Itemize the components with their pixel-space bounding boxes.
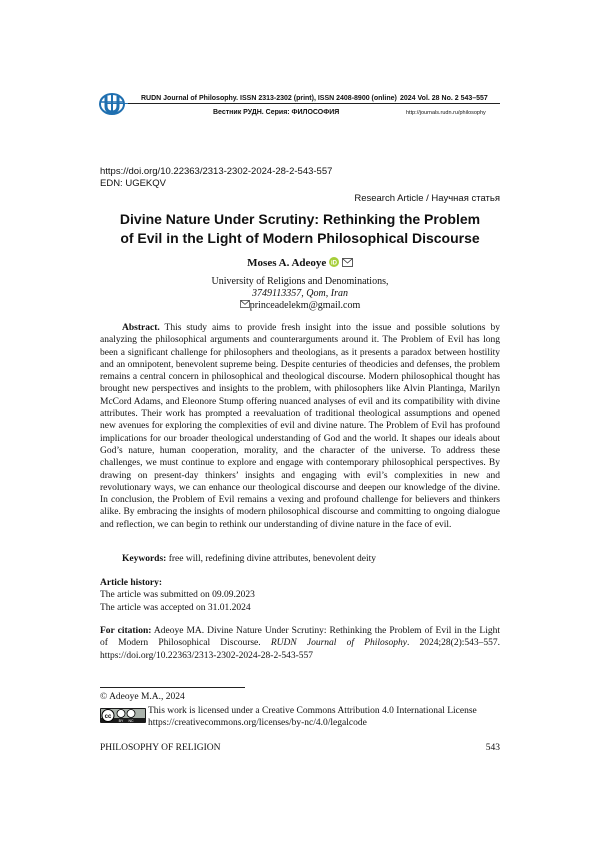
author-name: Moses A. Adeoye <box>247 257 326 269</box>
author-block <box>100 257 500 269</box>
page-number: 543 <box>486 743 500 753</box>
affiliation <box>100 276 500 312</box>
article-title <box>100 210 500 248</box>
header-divider <box>128 103 500 104</box>
journal-name-ru: Вестник РУДН. Серия: ФИЛОСОФИЯ <box>213 109 339 116</box>
citation <box>100 625 500 662</box>
cc-badge-label: cc <box>105 714 112 720</box>
title-line-1: Divine Nature Under Scrutiny: Rethinking the Problem <box>100 210 500 229</box>
history-label: Article history: <box>100 577 255 589</box>
history-submitted: The article was submitted on 09.09.2023 <box>100 589 255 601</box>
by-badge-label: BY <box>119 719 124 723</box>
affiliation-line-2: 3749113357, Qom, Iran <box>100 288 500 300</box>
section-name: PHILOSOPHY OF RELIGION <box>100 743 221 753</box>
citation-rest: . 2024;28(2):543–557. https://doi.org/10.22363/2313-2302-2024-28-2-543-557 <box>100 638 500 660</box>
doi-link[interactable]: https://doi.org/10.22363/2313-2302-2024-28-2-543-557 <box>100 166 332 177</box>
edn: EDN: UGEKQV <box>100 178 166 189</box>
nc-badge-label: NC <box>128 719 134 723</box>
license-line-1: This work is licensed under a Creative Commons Attribution 4.0 International License <box>148 705 477 717</box>
citation-text: Adeoye MA. Divine Nature Under Scrutiny: Rethinking the Problem of Evil in the Light of Modern Philosophical Discourse. <box>100 626 500 648</box>
abstract-label: Abstract. <box>122 323 160 333</box>
title-line-2: of Evil in the Light of Modern Philosophical Discourse <box>100 229 500 248</box>
citation-journal: RUDN Journal of Philosophy <box>271 638 407 648</box>
article-type: Research Article / Научная статья <box>354 193 500 204</box>
email-line <box>100 300 500 312</box>
mail-icon[interactable] <box>342 258 353 267</box>
author-email[interactable]: princeadelekm@gmail.com <box>250 300 361 311</box>
history-accepted: The article was accepted on 31.01.2024 <box>100 602 255 614</box>
keywords <box>100 554 500 564</box>
article-history <box>100 577 255 614</box>
keywords-text: free will, redefining divine attributes, benevolent deity <box>169 554 376 564</box>
license-url[interactable]: https://creativecommons.org/licenses/by-nc/4.0/legalcode <box>148 717 477 729</box>
rudn-logo-icon <box>98 92 134 116</box>
license <box>148 705 477 729</box>
copyright: © Adeoye M.A., 2024 <box>100 692 185 702</box>
citation-label: For citation: <box>100 626 151 636</box>
affiliation-line-1: University of Religions and Denominations, <box>100 276 500 288</box>
footnote-rule <box>100 687 245 688</box>
issue-info: 2024 Vol. 28 No. 2 543–557 <box>400 95 488 102</box>
abstract-text: This study aims to provide fresh insight into the issue and possible solutions by analyzing the philosophical arguments and counterarguments around it. The Problem of Evil has long been a significant challenge for philosophers and theologians, as it presents a paradox between hostility and an omnipotent, benevolent supreme being. Despite centuries of theodicies and defenses, the problem remains a central concern in philosophical and theological discourse. Modern philosophical thought has brought new perspectives and insights to the problem, with philosophers like Alvin Plantinga, Marilyn McCord Adams, and Eleonore Stump offering nuanced analyses of evil and its compatibility with divine attributes. Their work has prompted a reevaluation of traditional theological assumptions and opened new avenues for exploring the complexities of evil and divine nature. The Problem of Evil has profound implications for our broader theological understanding of God and the world. It shapes our ideals about God’s nature, human cooperation, morality, and the character of the universe. To address these challenges, we must continue to explore and engage with contemporary philosophical perspectives. By drawing on present-day thinkers’ insights and engaging with evil’s complexities in new and revolutionary ways, we can enhance our theological discourse and deepen our knowledge of the divine. In conclusion, the Problem of Evil remains a vexing and profound challenge for believers and thinkers alike. By embracing the insights of modern philosophical discourse and committing to ongoing dialogue and reflection, we can begin to rethink our understanding of divine nature in the face of evil. <box>100 323 500 530</box>
journal-url[interactable]: http://journals.rudn.ru/philosophy <box>406 110 486 116</box>
cc-by-nc-icon[interactable] <box>100 708 146 723</box>
journal-name: RUDN Journal of Philosophy. ISSN 2313-2302 (print), ISSN 2408-8900 (online) <box>141 95 397 102</box>
keywords-label: Keywords: <box>122 554 166 564</box>
abstract <box>100 322 500 531</box>
header-accent-line <box>107 103 128 104</box>
orcid-icon[interactable] <box>329 257 339 267</box>
mail-icon <box>240 300 250 308</box>
svg-text:iD: iD <box>331 261 338 267</box>
